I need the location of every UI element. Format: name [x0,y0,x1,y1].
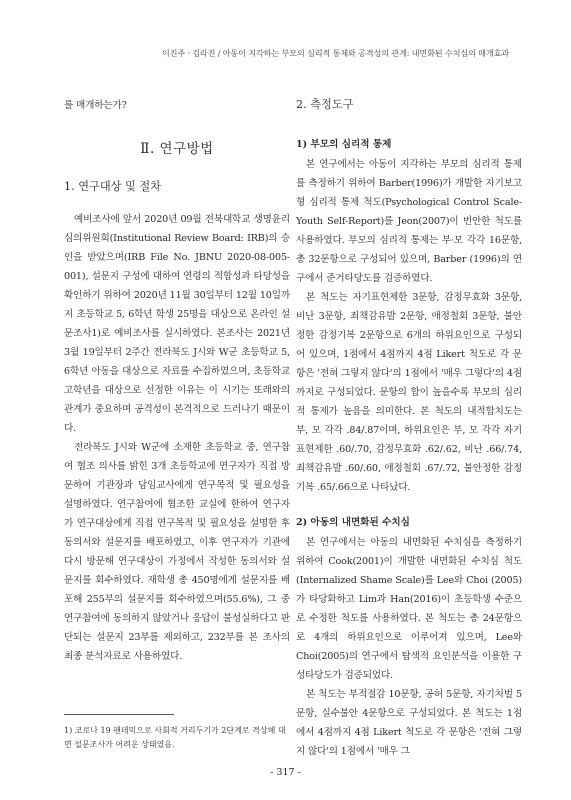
chapter-title: Ⅱ. 연구방법 [140,141,214,157]
paragraph: 본 척도는 부적절감 10문항, 공허 5문항, 자기처벌 5문항, 실수불안 4문항으로 구성되었다. 본 척도는 1점에서 4점까지 4점 Likert 척도로 각 문항은 '전혀 그렇지 않다'의 1점에서 '매우 그 [296,689,522,757]
running-header: 이진주 · 김라진 / 아동이 지각하는 부모의 심리적 통제와 공격성의 관계: 내면화된 수치심의 매개효과 [161,48,509,58]
paragraph: 본 연구에서는 아동의 내면화된 수치심을 측정하기 위하여 Cook(2001)이 개발한 내면화된 수치심 척도(Internalized Shame Scale)를 Lee와 Choi (2005)가 타당화하고 Lim과 Han(2016)이 초등학생 수준으로 수정한 척도를 사용하였다. 본 척도는 총 24문항으로 4개의 하위요인으로 이루어져 있으며, Lee와 Choi(2005)의 연구에서 탐색적 요인분석을 이용한 구성타당도가 검증되었다. [296,537,522,681]
page-number: - 317 - [270,767,301,778]
left-column [64,96,290,666]
subsection-title: 2) 아동의 내면화된 수치심 [296,517,410,528]
section-title-participants: 1. 연구대상 및 절차 [64,180,161,193]
footnote-divider [64,714,174,715]
continuation-text: 를 매개하는가? [64,100,127,111]
section-title-measures: 2. 측정도구 [296,98,354,111]
right-column [296,96,522,761]
paragraph: 전라북도 J시와 W군에 소재한 초등학교 중, 연구참여 협조 의사를 밝힌 3개 초등학교에 연구자가 직접 방문하여 기관장과 담임교사에게 연구목적 및 필요성을 설명하였다. 연구참여에 협조한 교실에 한하여 연구자가 연구대상에게 직접 연구목적 및 필요성을 설명한 후 동의서와 설문지를 배포하였고, 이후 연구자가 기관에 다시 방문해 연구대상이 가정에서 작성한 동의서와 설문지를 회수하였다. 재학생 총 450명에게 설문지를 배포해 255부의 설문지를 회수하였으며(55.6%), 그 중 연구참여에 동의하지 않았거나 응답이 불성실하다고 판단되는 설문지 23부를 제외하고, 232부를 본 조사의 최종 분석자료로 사용하였다. [64,442,290,662]
footnote: 1) 코로나 19 팬데믹으로 사회적 거리두기가 2단계로 격상해 대면 설문조사가 어려운 상태였음. [64,726,286,749]
paragraph: 본 연구에서는 아동이 지각하는 부모의 심리적 통제를 측정하기 위하여 Barber(1996)가 개발한 자기보고형 심리적 통제 척도(Psychological Control Scale-Youth Self-Report)를 Jeon(2007)이 번안한 척도를 사용하였다. 부모의 심리적 통제는 부·모 각각 16문항, 총 32문항으로 구성되어 있으며, Barber (1996)의 연구에서 준거타당도를 검증하였다. [296,159,522,284]
paragraph: 본 척도는 자기표현제한 3문항, 감정무효화 3문항, 비난 3문항, 죄책감유발 2문항, 애정철회 3문항, 불안정한 감정기복 2문항으로 6개의 하위요인으로 구성되어 있으며, 1점에서 4점까지 4점 Likert 척도로 각 문항은 '전혀 그렇지 않다'의 1점에서 '매우 그렇다'의 4점까지로 구성되었다. 문항의 합이 높을수록 부모의 심리적 통제가 높음을 의미한다. 본 척도의 내적합치도는 부, 모 각각 .84/.87이며, 하위요인은 부, 모 각각 자기표현제한 .60/.70, 감정무효화 .62/.62, 비난 .66/.74, 죄책감유발 .60/.60, 애정철회 .67/.72, 불안정한 감정기복 .65/.66으로 나타났다. [296,292,522,493]
subsection-title: 1) 부모의 심리적 통제 [296,139,392,150]
paragraph: 예비조사에 앞서 2020년 09월 전북대학교 생명윤리심의위원회(Institutional Review Board: IRB)의 승인을 받았으며(IRB File No. JBNU 2020-08-005-001), 설문지 구성에 대하여 연령의 적합성과 타당성을 확인하기 위하여 2020년 11월 30일부터 12월 10일까지 초등학교 5, 6학년 학생 25명을 대상으로 온라인 설문조사1)로 예비조사를 실시하였다. 본조사는 2021년 3월 19일부터 2주간 전라북도 J시와 W군 초등학교 5, 6학년 아동을 대상으로 자료를 수집하였으며, 초등학교 고학년을 대상으로 선정한 이유는 이 시기는 또래와의 관계가 중요하며 공격성이 본격적으로 드러나기 때문이다. [64,214,290,434]
